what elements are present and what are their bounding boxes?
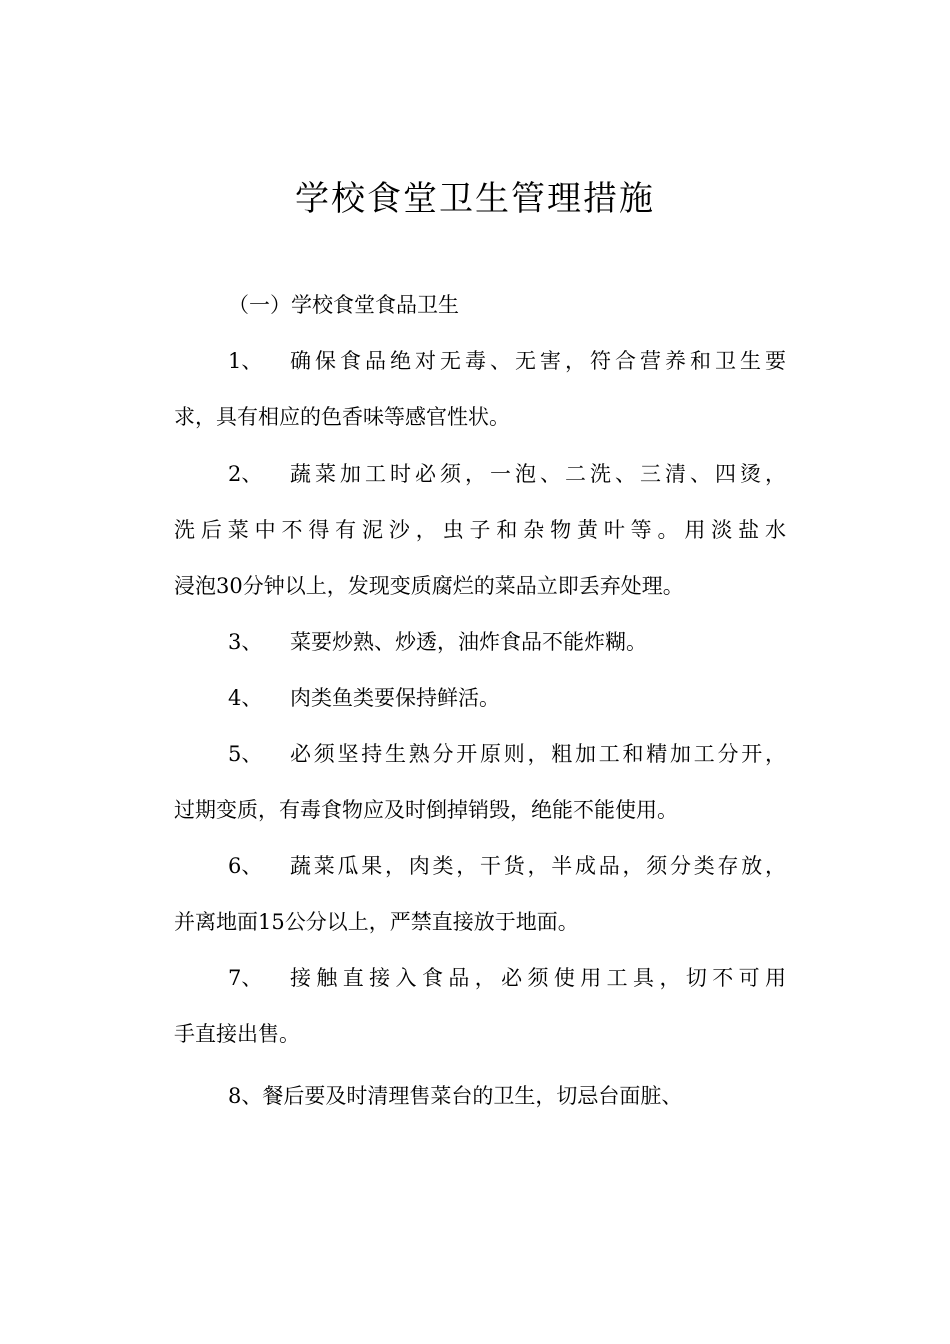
item-4-text-line-1: 肉类鱼类要保持鲜活。 <box>290 686 500 710</box>
item-3-text-line-1: 菜要炒熟、炒透，油炸食品不能炸糊。 <box>290 630 647 654</box>
item-6-text-line-1: 蔬菜瓜果，肉类，干货，半成品，须分类存放， <box>290 854 786 878</box>
item-1-text-line-2: 求，具有相应的色香味等感官性状。 <box>174 405 510 429</box>
item-6-text-line-2: 并离地面15公分以上，严禁直接放于地面。 <box>174 910 579 934</box>
item-7-text-line-1: 接触直接入食品，必须使用工具，切不可用 <box>290 966 786 990</box>
item-2-number: 2、 <box>228 462 263 486</box>
item-7-text-line-2: 手直接出售。 <box>174 1022 300 1046</box>
item-2-text-line-3: 浸泡30分钟以上，发现变质腐烂的菜品立即丢弃处理。 <box>174 574 684 598</box>
item-3-number: 3、 <box>228 630 263 654</box>
item-2-text-line-2: 洗后菜中不得有泥沙，虫子和杂物黄叶等。用淡盐水 <box>174 518 786 542</box>
item-1-number: 1、 <box>228 349 263 373</box>
item-5-number: 5、 <box>228 742 263 766</box>
item-7-number: 7、 <box>228 966 263 990</box>
section-heading: （一）学校食堂食品卫生 <box>228 293 459 317</box>
item-5-text-line-2: 过期变质，有毒食物应及时倒掉销毁，绝能不能使用。 <box>174 798 678 822</box>
document-title: 学校食堂卫生管理措施 <box>295 179 655 219</box>
item-6-number: 6、 <box>228 854 263 878</box>
item-2-text-line-1: 蔬菜加工时必须，一泡、二洗、三清、四烫， <box>290 462 786 486</box>
item-1-text-line-1: 确保食品绝对无毒、无害，符合营养和卫生要 <box>290 349 786 373</box>
item-8-text-line-1: 8、餐后要及时清理售菜台的卫生，切忌台面脏、 <box>228 1084 683 1108</box>
item-5-text-line-1: 必须坚持生熟分开原则，粗加工和精加工分开， <box>290 742 786 766</box>
item-4-number: 4、 <box>228 686 263 710</box>
